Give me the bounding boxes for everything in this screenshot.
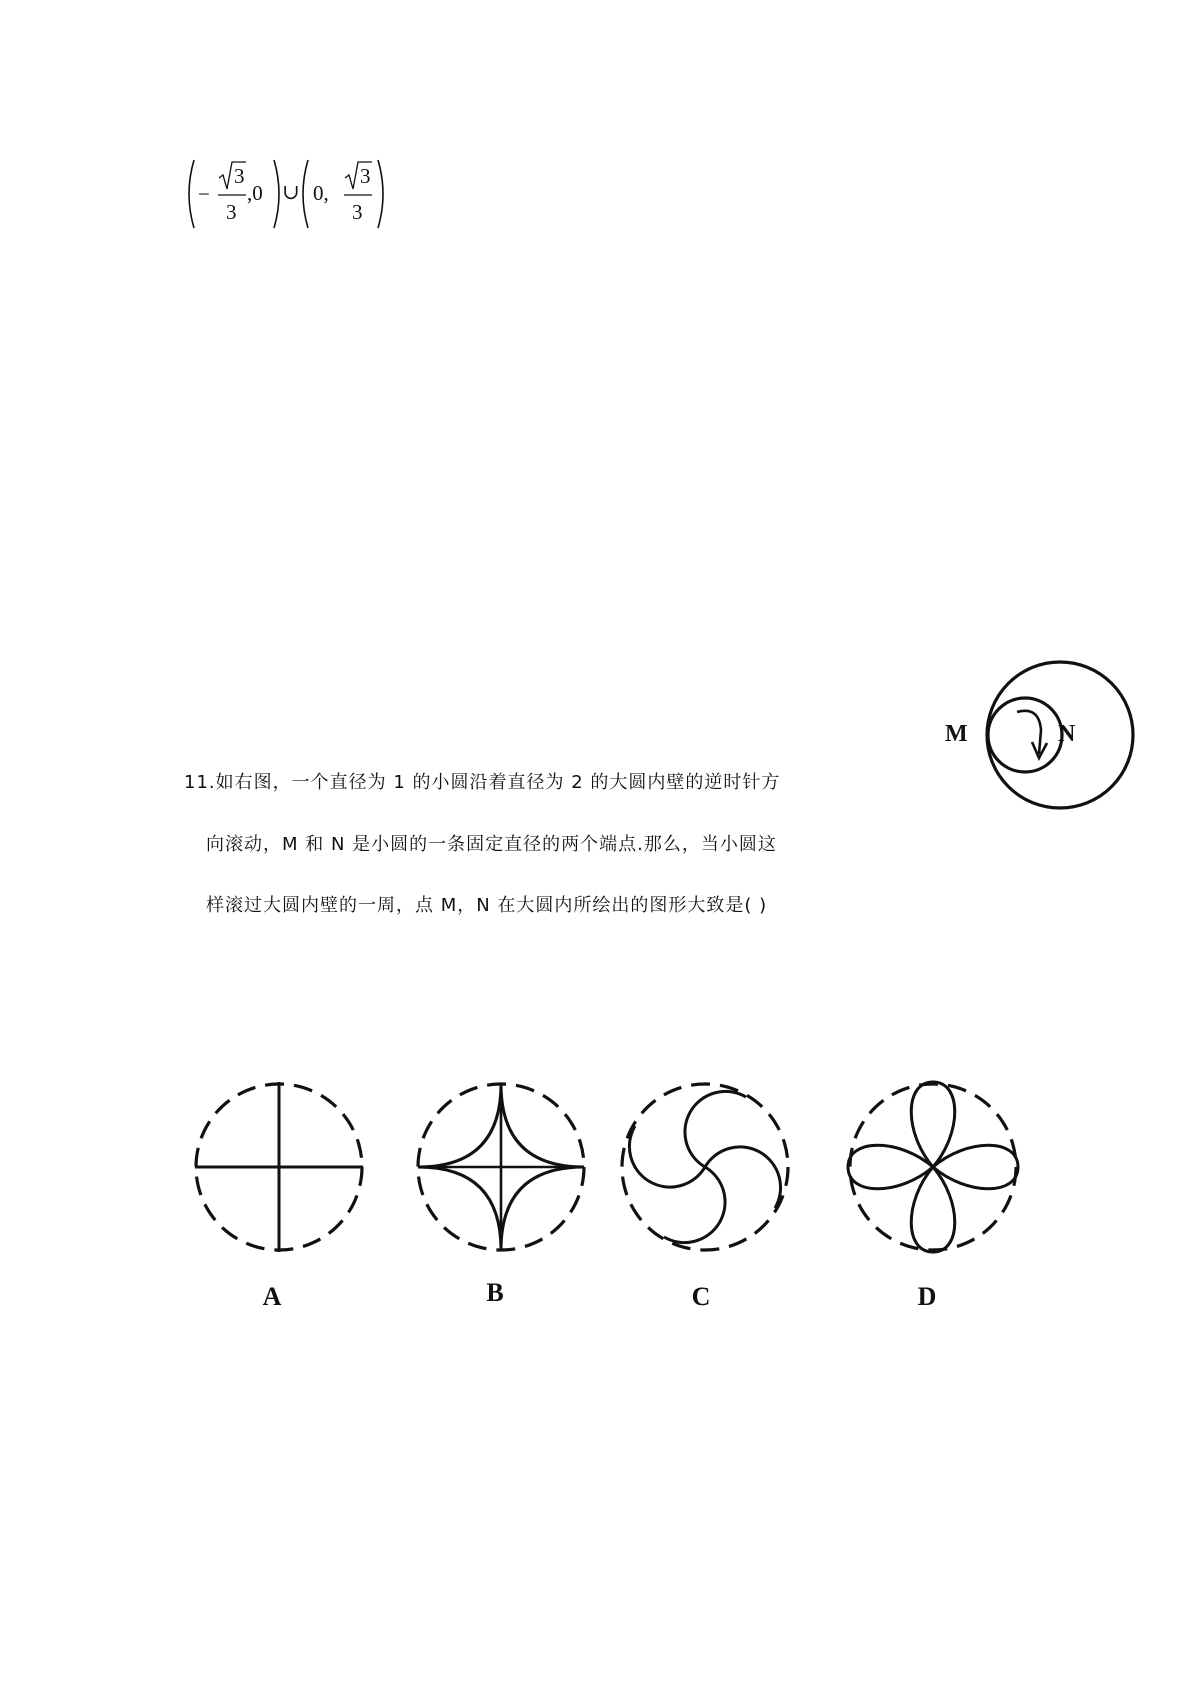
sqrt-radicand-right: 3 [360,164,371,188]
option-a-figure [190,1078,370,1258]
question-line-1: 11.如右图，一个直径为 1 的小圆沿着直径为 2 的大圆内壁的逆时针方 [184,772,781,793]
option-b-figure [412,1078,592,1258]
question-line-2: 向滚动，M 和 N 是小圆的一条固定直径的两个端点.那么，当小圆这 [206,834,777,855]
option-c-figure [616,1078,796,1258]
zero-right: 0, [313,181,329,205]
minus-sign: − [198,182,210,206]
option-b-label: B [486,1278,504,1307]
union-symbol: ∪ [282,180,300,204]
question-line-3: 样滚过大圆内壁的一周，点 M，N 在大圆内所绘出的图形大致是( ) [206,895,768,916]
rotation-arrow-icon [1017,711,1041,754]
option-c-label: C [691,1282,711,1311]
option-d-figure [844,1078,1024,1258]
point-m-label: M [945,721,968,747]
option-a-label: A [262,1282,282,1311]
option-d-label: D [917,1282,937,1311]
denominator-left: 3 [226,200,237,224]
denominator-right: 3 [352,200,363,224]
zero-left: ,0 [247,181,263,205]
sqrt-radicand-left: 3 [234,164,245,188]
point-n-label: N [1058,721,1076,747]
answer-interval-formula [182,156,392,232]
small-circle [988,698,1062,772]
